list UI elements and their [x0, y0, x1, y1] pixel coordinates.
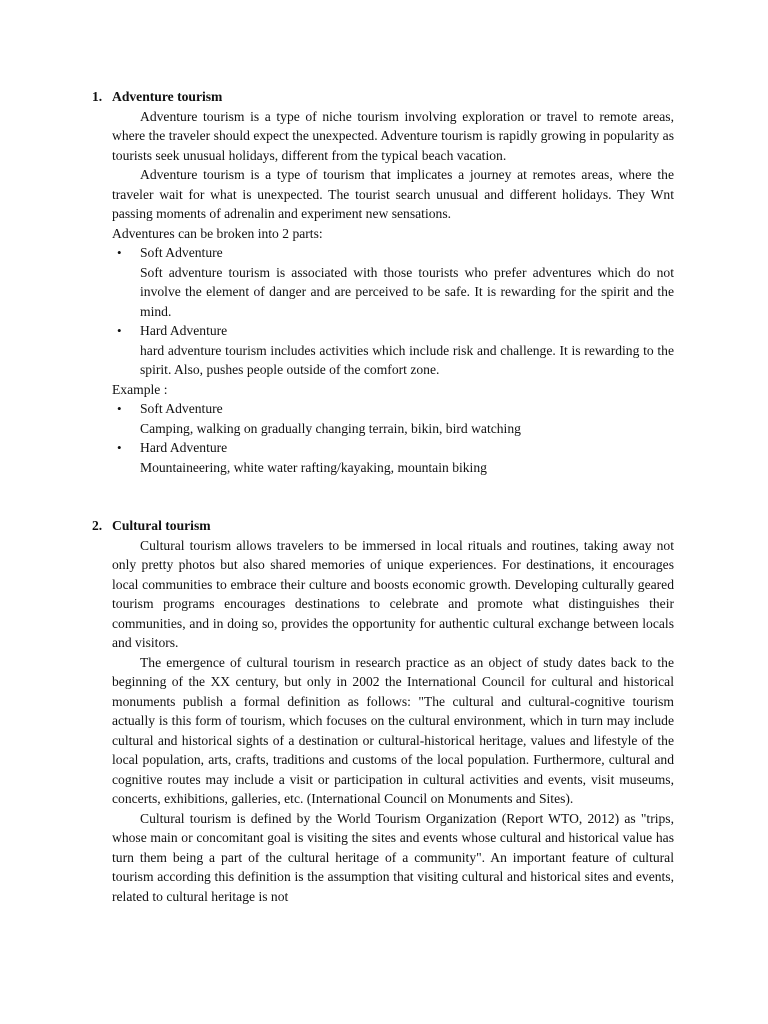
- section-body: [112, 536, 674, 907]
- paragraph: Cultural tourism is defined by the World Tourism Organization (Report WTO, 2012) as "trips, whose main or concomitant goal is visiting the sites and events whose cultural and historical value has turn them being a part of the cultural heritage of a community". An important feature of cultural tourism according this definition is the assumption that visiting cultural and historical sites and events, related to cultural heritage is not: [112, 810, 674, 904]
- list-item: [112, 321, 674, 380]
- paragraph: The emergence of cultural tourism in research practice as an object of study dates back to the beginning of the XX century, but only in 2002 the International Council for cultural and historical monuments publish a formal definition as follows: "The cultural and cultural-cognitive tourism actually is this form of tourism, which focuses on the cultural environment, which in turn may include cultural and historical sights of a destination or cultural-historical heritage, values and lifestyle of the local population, arts, crafts, traditions and customs of the local population. Furthermore, cultural and cognitive routes may include a visit or participation in cultural activities and events, visit museums, concerts, exhibitions, galleries, etc. (International Council on Monuments and Sites).: [112, 654, 674, 806]
- section-title: Adventure tourism: [112, 89, 223, 104]
- list-item-description: Camping, walking on gradually changing terrain, bikin, bird watching: [140, 420, 521, 436]
- bullet-icon: •: [117, 401, 122, 416]
- list-item-title: Soft Adventure: [140, 245, 223, 260]
- list-item-title: Soft Adventure: [140, 401, 223, 416]
- paragraph: Cultural tourism allows travelers to be immersed in local rituals and routines, taking away not only pretty photos but also shared memories of unique experiences. For destinations, it encourages local communities to embrace their culture and boosts economic growth. Developing culturally geared tourism programs encourages destinations to celebrate and promote what distinguishes their communities, and in doing so, provides the opportunity for authentic cultural exchange between locals and visitors.: [112, 537, 674, 650]
- section-body: [112, 107, 674, 478]
- example-label: Example :: [112, 381, 168, 397]
- bullet-icon: •: [117, 245, 122, 260]
- list-item-description: hard adventure tourism includes activities which include risk and challenge. It is rewarding to the spirit. Also, pushes people outside of the comfort zone.: [140, 342, 674, 377]
- list-item-title: Hard Adventure: [140, 323, 228, 338]
- section-heading: [92, 87, 674, 107]
- section-cultural-tourism: [92, 516, 674, 906]
- section-number: 2.: [92, 518, 103, 533]
- list-item: [112, 399, 674, 438]
- parts-intro: Adventures can be broken into 2 parts:: [112, 225, 323, 241]
- examples-list: [112, 399, 674, 477]
- paragraph: Adventure tourism is a type of niche tourism involving exploration or travel to remote areas, where the traveler should expect the unexpected. Adventure tourism is rapidly growing in popularity as tourists seek unusual holidays, different from the typical beach vacation.: [112, 108, 674, 163]
- list-item-title: Hard Adventure: [140, 440, 228, 455]
- list-item-description: Soft adventure tourism is associated with those tourists who prefer adventures which do not involve the element of danger and are perceived to be safe. It is rewarding for the spirit and the mind.: [140, 264, 674, 319]
- bullet-icon: •: [117, 323, 122, 338]
- paragraph: Adventure tourism is a type of tourism that implicates a journey at remotes areas, where the traveler wait for what is unexpected. The tourist search unusual and different holidays. They Wnt passing moments of adrenalin and experiment new sensations.: [112, 167, 674, 221]
- bullet-icon: •: [117, 440, 122, 455]
- list-item-description: Mountaineering, white water rafting/kayaking, mountain biking: [140, 459, 487, 475]
- parts-list: [112, 243, 674, 380]
- section-heading: [92, 516, 674, 536]
- list-item: [112, 438, 674, 477]
- list-item: [112, 243, 674, 321]
- section-title: Cultural tourism: [112, 518, 211, 533]
- section-adventure-tourism: [92, 87, 674, 477]
- section-number: 1.: [92, 89, 103, 104]
